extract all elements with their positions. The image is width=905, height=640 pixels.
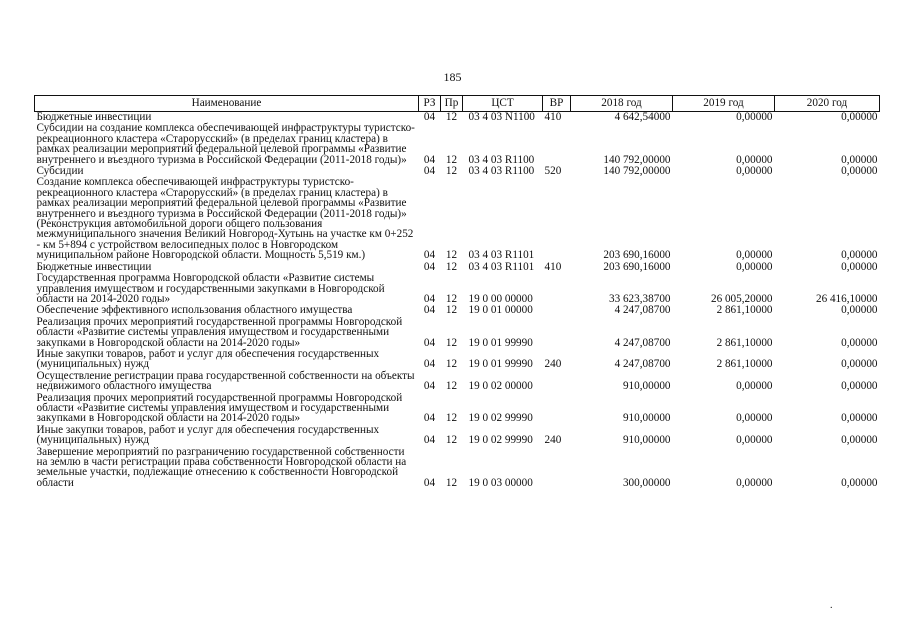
table-row <box>35 123 880 166</box>
row-2018: 203 690,16000 <box>603 249 671 262</box>
column-header-vr: ВР <box>543 96 571 112</box>
row-name: Обеспечение эффективного использования областного имущества <box>36 304 353 317</box>
row-2020: 0,00000 <box>841 260 878 273</box>
row-2019: 0,00000 <box>736 165 773 178</box>
row-2019: 0,00000 <box>736 476 773 489</box>
column-header-pr: Пр <box>441 96 463 112</box>
row-vr <box>543 123 571 166</box>
row-name: Иные закупки товаров, работ и услуг для обеспечения государственных (муниципальных) нужд <box>36 347 380 371</box>
row-pr: 12 <box>445 412 458 425</box>
row-name: Осуществление регистрации права государственной собственности на объекты недвижимого областного имущества <box>36 369 415 393</box>
row-cst: 03 4 03 R1101 <box>468 260 535 273</box>
row-rz: 04 <box>423 111 436 123</box>
row-vr <box>543 317 571 349</box>
row-vr: 240 <box>544 358 562 371</box>
table-header-row <box>35 96 880 112</box>
row-2020: 0,00000 <box>841 111 878 123</box>
table-row <box>35 447 880 490</box>
row-rz: 04 <box>423 292 436 305</box>
table-row <box>35 371 880 393</box>
table-row <box>35 425 880 447</box>
row-2019: 0,00000 <box>736 153 773 166</box>
row-2019: 2 861,10000 <box>716 304 773 317</box>
row-rz: 04 <box>423 434 436 447</box>
column-header-2018: 2018 год <box>571 96 673 112</box>
row-vr: 410 <box>544 111 562 123</box>
row-pr: 12 <box>445 380 458 393</box>
row-2019: 26 005,20000 <box>710 292 773 305</box>
row-2018: 4 642,54000 <box>614 111 671 123</box>
row-2018: 4 247,08700 <box>614 304 671 317</box>
row-cst: 03 4 03 R1100 <box>468 153 535 166</box>
column-header-cst: ЦСТ <box>463 96 543 112</box>
row-2020: 0,00000 <box>841 434 878 447</box>
row-pr: 12 <box>445 336 458 349</box>
row-cst: 19 0 02 99990 <box>468 434 533 447</box>
row-name: Создание комплекса обеспечивающей инфраструктуры туристско-рекреационного кластера «Старорусский» (в пределах границ кластера) в рамках реализации мероприятий федеральной целевой программы «Развитие внутреннего и въездного туризма в Российской Федерации (2011-2018 годы)» (Реконструкция автомобильной дороги общего пользования межмуниципального значения Великий Новгород-Хутынь на участке км 0+252 - км 5+894 с устройством велосипедных полос в Новгородском муниципальном районе Новгородской области. Мощность 5,519 км.) <box>36 176 414 262</box>
row-2020: 0,00000 <box>841 165 878 178</box>
row-2020: 0,00000 <box>841 380 878 393</box>
row-vr <box>543 371 571 393</box>
row-name: Бюджетные инвестиции <box>36 260 152 273</box>
row-pr: 12 <box>445 304 458 317</box>
row-2019: 0,00000 <box>736 249 773 262</box>
table-row <box>35 305 880 316</box>
row-name: Субсидии на создание комплекса обеспечивающей инфраструктуры туристско-рекреационного кластера «Старорусский» (в пределах границ кластера) в рамках реализации мероприятий федеральной целевой программы «Развитие внутреннего и въездного туризма в Российской Федерации (2011-2018 годы)» <box>36 122 415 166</box>
row-vr: 520 <box>544 165 562 178</box>
row-name: Субсидии <box>36 165 84 178</box>
row-2018: 910,00000 <box>622 412 671 425</box>
row-cst: 19 0 03 00000 <box>468 476 533 489</box>
row-vr <box>543 393 571 425</box>
row-2019: 0,00000 <box>736 380 773 393</box>
row-2020: 0,00000 <box>841 412 878 425</box>
row-2020: 0,00000 <box>841 153 878 166</box>
row-cst: 03 4 03 R1101 <box>468 249 535 262</box>
table-row <box>35 349 880 371</box>
row-rz: 04 <box>423 165 436 178</box>
row-rz: 04 <box>423 260 436 273</box>
row-2018: 910,00000 <box>622 434 671 447</box>
row-2020: 0,00000 <box>841 304 878 317</box>
row-2020: 0,00000 <box>841 249 878 262</box>
row-cst: 19 0 02 00000 <box>468 380 533 393</box>
row-pr: 12 <box>445 165 458 178</box>
row-rz: 04 <box>423 476 436 489</box>
row-rz: 04 <box>423 249 436 262</box>
row-pr: 12 <box>445 260 458 273</box>
column-header-2019: 2019 год <box>673 96 775 112</box>
row-name: Завершение мероприятий по разграничению государственной собственности на землю в части регистрации права собственности Новгородской области на земельные участки, подлежащие отнесению к собственности Новгородской области <box>36 445 407 489</box>
column-header-2020: 2020 год <box>775 96 880 112</box>
row-vr: 410 <box>544 260 562 273</box>
row-2019: 2 861,10000 <box>716 336 773 349</box>
row-cst: 19 0 00 00000 <box>468 292 533 305</box>
row-2020: 0,00000 <box>841 476 878 489</box>
row-rz: 04 <box>423 412 436 425</box>
row-pr: 12 <box>445 292 458 305</box>
row-2018: 300,00000 <box>622 476 671 489</box>
row-2019: 0,00000 <box>736 111 773 123</box>
row-2018: 203 690,16000 <box>603 260 671 273</box>
row-vr <box>543 177 571 261</box>
row-2019: 2 861,10000 <box>716 358 773 371</box>
table-row <box>35 317 880 349</box>
row-2019: 0,00000 <box>736 412 773 425</box>
row-rz: 04 <box>423 153 436 166</box>
row-cst: 19 0 01 00000 <box>468 304 533 317</box>
row-cst: 19 0 01 99990 <box>468 358 533 371</box>
row-2018: 910,00000 <box>622 380 671 393</box>
column-header-name: Наименование <box>35 96 419 112</box>
column-header-rz: РЗ <box>419 96 441 112</box>
row-name: Государственная программа Новгородской области «Развитие системы управления имуществом и государственными закупками в Новгородской области на 2014-2020 годы» <box>36 272 385 305</box>
row-2018: 4 247,08700 <box>614 336 671 349</box>
row-name: Иные закупки товаров, работ и услуг для обеспечения государственных (муниципальных) нужд <box>36 423 380 447</box>
row-2018: 4 247,08700 <box>614 358 671 371</box>
row-cst: 03 4 03 N1100 <box>468 111 535 123</box>
page-number: 185 <box>443 70 462 84</box>
row-rz: 04 <box>423 358 436 371</box>
row-rz: 04 <box>423 304 436 317</box>
row-vr: 240 <box>544 434 562 447</box>
row-2019: 0,00000 <box>736 260 773 273</box>
row-pr: 12 <box>445 153 458 166</box>
row-vr <box>543 273 571 305</box>
row-pr: 12 <box>445 249 458 262</box>
row-2018: 140 792,00000 <box>603 165 671 178</box>
row-2018: 140 792,00000 <box>603 153 671 166</box>
row-name: Бюджетные инвестиции <box>36 111 152 123</box>
row-2020: 0,00000 <box>841 358 878 371</box>
table-row <box>35 177 880 261</box>
row-2020: 0,00000 <box>841 336 878 349</box>
row-cst: 19 0 01 99990 <box>468 336 533 349</box>
row-vr <box>543 447 571 490</box>
row-name: Реализация прочих мероприятий государственной программы Новгородской области «Развитие системы управления имуществом и государственными закупками в Новгородской области на 2014-2020 годы» <box>36 315 403 349</box>
row-vr <box>543 305 571 316</box>
row-rz: 04 <box>423 380 436 393</box>
row-2019: 0,00000 <box>736 434 773 447</box>
row-name: Реализация прочих мероприятий государственной программы Новгородской области «Развитие системы управления имуществом и государственными закупками в Новгородской области на 2014-2020 годы» <box>36 391 403 425</box>
row-cst: 19 0 02 99990 <box>468 412 533 425</box>
row-cst: 03 4 03 R1100 <box>468 165 535 178</box>
table-row <box>35 393 880 425</box>
row-pr: 12 <box>445 358 458 371</box>
row-pr: 12 <box>445 476 458 489</box>
page-mark: . <box>830 600 833 611</box>
budget-table <box>34 95 880 489</box>
row-pr: 12 <box>445 111 458 123</box>
row-rz: 04 <box>423 336 436 349</box>
row-pr: 12 <box>445 434 458 447</box>
row-2018: 33 623,38700 <box>608 292 671 305</box>
table-row <box>35 273 880 305</box>
row-2020: 26 416,10000 <box>815 292 878 305</box>
